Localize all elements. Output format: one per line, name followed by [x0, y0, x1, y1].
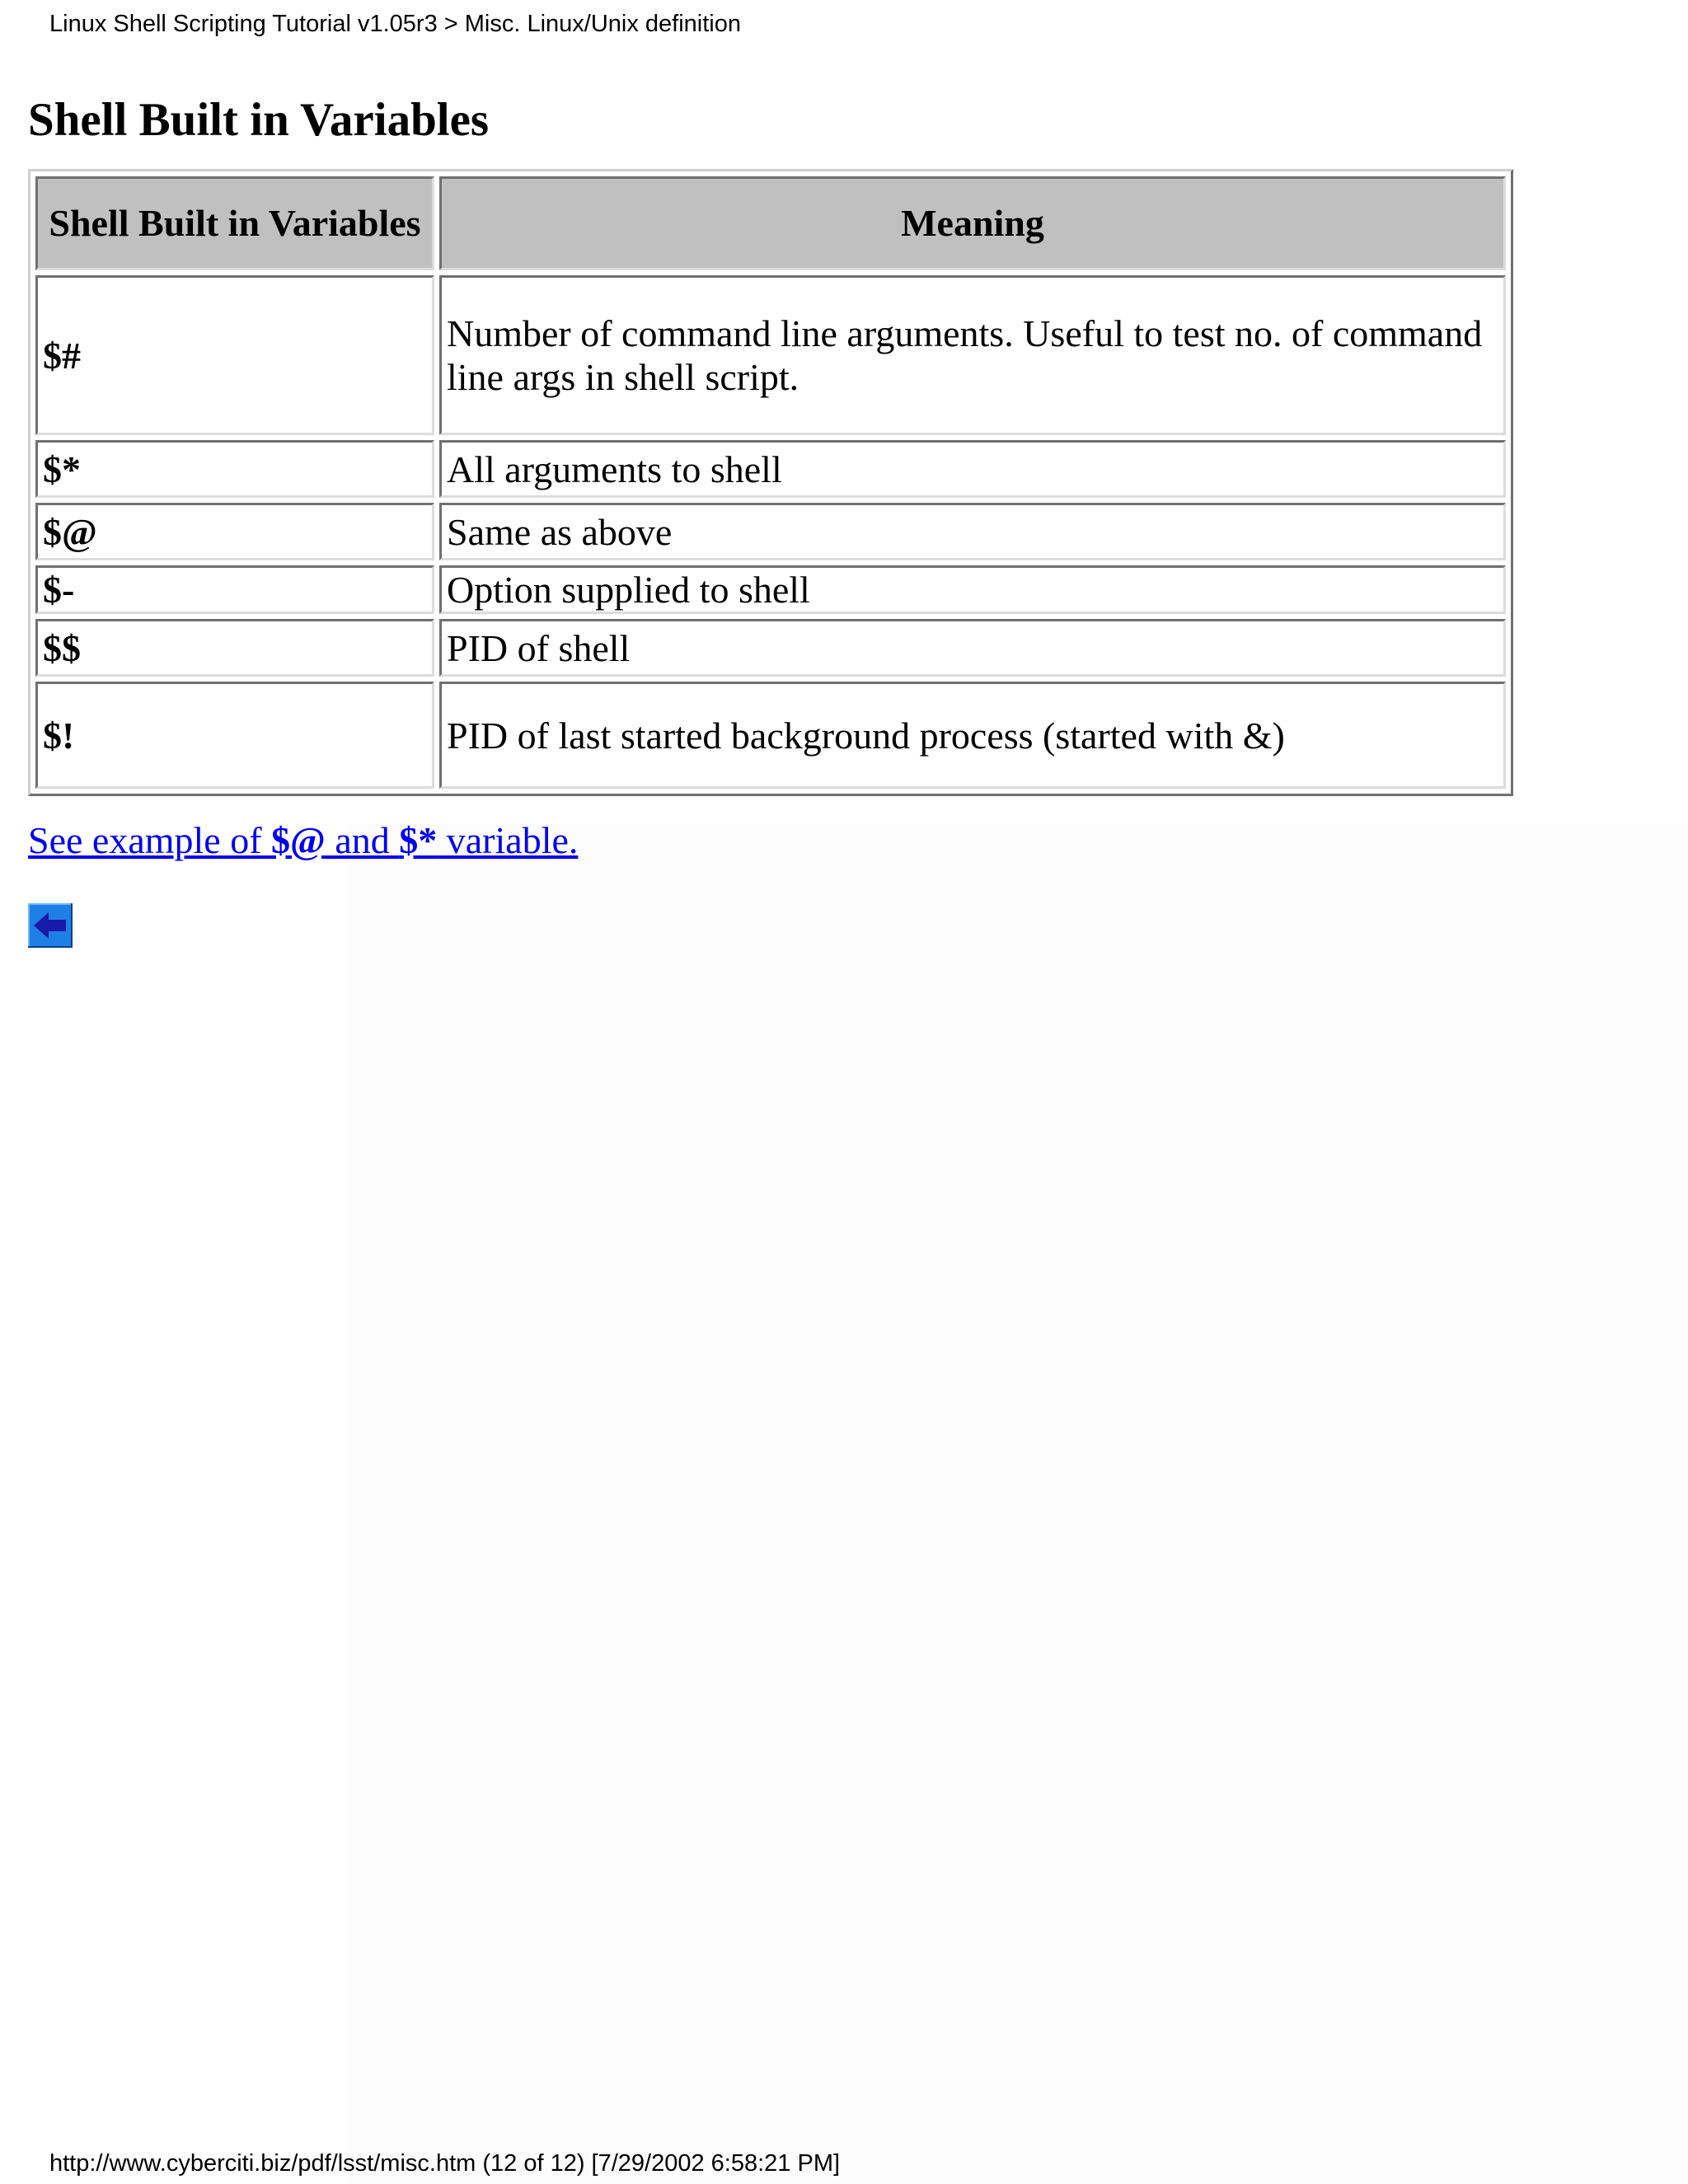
meaning-cell: Option supplied to shell [439, 565, 1506, 614]
table-header-row [35, 176, 1506, 270]
table-row [35, 619, 1506, 677]
variable-cell: $# [35, 275, 434, 435]
variable-cell: $@ [35, 503, 434, 560]
see-example-link[interactable] [28, 818, 578, 864]
table-row [35, 682, 1506, 789]
table-row [35, 275, 1506, 435]
back-button[interactable] [28, 903, 73, 948]
table-row [35, 565, 1506, 614]
meaning-cell: Number of command line arguments. Useful to test no. of command line args in shell script. [439, 275, 1506, 435]
meaning-cell: All arguments to shell [439, 440, 1506, 498]
variable-cell: $- [35, 565, 434, 614]
variable-cell: $$ [35, 619, 434, 677]
page-footer-url: http://www.cyberciti.biz/pdf/lsst/misc.htm (12 of 12) [7/29/2002 6:58:21 PM] [49, 2150, 841, 2177]
variable-cell: $! [35, 682, 434, 789]
table-row [35, 440, 1506, 498]
meaning-cell: Same as above [439, 503, 1506, 560]
back-arrow-icon [28, 903, 73, 948]
meaning-cell: PID of shell [439, 619, 1506, 677]
column-header-meaning: Meaning [439, 176, 1506, 270]
variable-cell: $* [35, 440, 434, 498]
link-var-star: $* [399, 819, 438, 861]
table-row [35, 503, 1506, 560]
link-var-at: $@ [271, 819, 326, 861]
built-in-variables-table [28, 169, 1513, 796]
page-header-breadcrumb: Linux Shell Scripting Tutorial v1.05r3 > Misc. Linux/Unix definition [49, 11, 742, 37]
column-header-variables: Shell Built in Variables [35, 176, 434, 270]
page-background [346, 824, 1688, 2184]
link-text-middle: and [325, 819, 400, 861]
link-text-prefix: See example of [28, 819, 272, 861]
link-text-suffix: variable. [437, 819, 579, 861]
meaning-cell: PID of last started background process (started with &) [439, 682, 1506, 789]
page-title: Shell Built in Variables [28, 94, 490, 146]
